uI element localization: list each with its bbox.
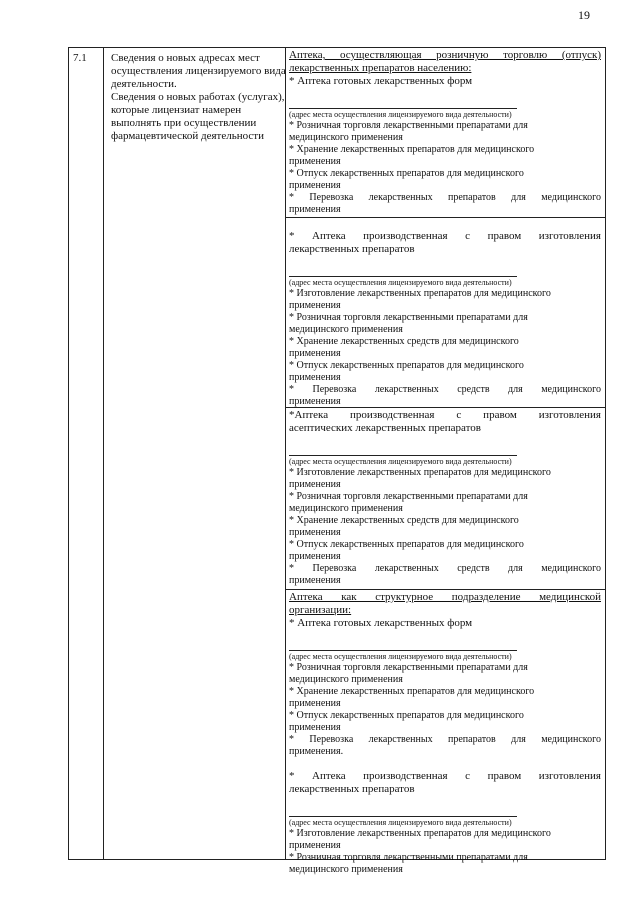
retail-pharmacy-section [285, 48, 605, 217]
section-heading: Аптека как структурное подразделение медицинской [289, 591, 601, 603]
address-blank-line [289, 640, 517, 651]
aseptic-pharmacy-section [285, 407, 605, 589]
work-item: медицинского применения [289, 864, 403, 875]
row-number: 7.1 [73, 52, 87, 64]
work-item: * Хранение лекарственных средств для медицинского [289, 515, 519, 526]
work-item: * Изготовление лекарственных препаратов для медицинского [289, 467, 551, 478]
work-item: применения [289, 840, 341, 851]
work-item: медицинского применения [289, 674, 403, 685]
work-item: * Отпуск лекарственных препаратов для медицинского [289, 710, 524, 721]
address-hint: (адрес места осуществления лицензируемого вида деятельности) [289, 818, 512, 827]
work-item: * Перевозка лекарственных средств для медицинского [289, 384, 601, 395]
address-blank-line [289, 98, 517, 109]
work-item: применения [289, 722, 341, 733]
address-blank-line [289, 445, 517, 456]
work-item: применения [289, 204, 341, 215]
work-item: * Хранение лекарственных средств для медицинского [289, 336, 519, 347]
work-item: * Отпуск лекарственных препаратов для медицинского [289, 168, 524, 179]
section-heading: *Аптека производственная с правом изготовления [289, 409, 601, 421]
column-divider [103, 48, 104, 859]
pharmacy-type: * Аптека готовых лекарственных форм [289, 617, 473, 629]
work-item: * Розничная торговля лекарственными препаратами для [289, 491, 528, 502]
address-hint: (адрес места осуществления лицензируемого вида деятельности) [289, 652, 512, 661]
work-item: применения [289, 551, 341, 562]
work-item: медицинского применения [289, 132, 403, 143]
row-description [111, 52, 287, 143]
work-item: применения [289, 372, 341, 383]
work-item: медицинского применения [289, 324, 403, 335]
work-item: применения [289, 156, 341, 167]
address-hint: (адрес места осуществления лицензируемого вида деятельности) [289, 457, 512, 466]
section-heading: лекарственных препаратов [289, 783, 415, 795]
work-item: применения [289, 575, 341, 586]
address-hint: (адрес места осуществления лицензируемого вида деятельности) [289, 110, 512, 119]
work-item: применения [289, 348, 341, 359]
licensing-table [68, 47, 606, 875]
work-item: * Перевозка лекарственных препаратов для медицинского [289, 192, 601, 203]
work-item: применения [289, 300, 341, 311]
work-item: применения [289, 527, 341, 538]
work-item: * Розничная торговля лекарственными препаратами для [289, 312, 528, 323]
pharmacy-type: * Аптека готовых лекарственных форм [289, 75, 473, 87]
production-pharmacy-section [285, 217, 605, 407]
work-item: * Изготовление лекарственных препаратов для медицинского [289, 288, 551, 299]
work-item: * Хранение лекарственных препаратов для медицинского [289, 144, 535, 155]
work-item: применения [289, 479, 341, 490]
work-item: * Хранение лекарственных препаратов для медицинского [289, 686, 535, 697]
work-item: * Отпуск лекарственных препаратов для медицинского [289, 539, 524, 550]
address-hint: (адрес места осуществления лицензируемого вида деятельности) [289, 278, 512, 287]
work-item: * Перевозка лекарственных препаратов для медицинского [289, 734, 601, 745]
page-number: 19 [578, 8, 590, 22]
description-addresses: Сведения о новых адресах мест осуществления лицензируемого вида деятельности. [111, 52, 286, 90]
work-item: * Отпуск лекарственных препаратов для медицинского [289, 360, 524, 371]
address-blank-line [289, 806, 517, 817]
medical-org-pharmacy-section [285, 589, 605, 875]
work-item: * Розничная торговля лекарственными препаратами для [289, 662, 528, 673]
section-heading: * Аптека производственная с правом изготовления [289, 770, 601, 782]
section-heading: лекарственных препаратов населению: [289, 62, 472, 74]
section-heading: асептических лекарственных препаратов [289, 422, 481, 434]
section-heading: организации: [289, 604, 352, 616]
work-item: применения [289, 180, 341, 191]
row-details [285, 48, 605, 875]
work-item: применения [289, 396, 341, 407]
work-item: * Розничная торговля лекарственными препаратами для [289, 852, 528, 863]
section-heading: лекарственных препаратов [289, 243, 415, 255]
address-blank-line [289, 266, 517, 277]
work-item: * Изготовление лекарственных препаратов для медицинского [289, 828, 551, 839]
work-item: применения [289, 698, 341, 709]
section-heading: Аптека, осуществляющая розничную торговлю (отпуск) [289, 49, 601, 61]
description-services: Сведения о новых работах (услугах), которые лицензиат намерен выполнять при осуществлении фармацевтической деятельности [111, 91, 285, 142]
work-item: медицинского применения [289, 503, 403, 514]
section-heading: * Аптека производственная с правом изготовления [289, 230, 601, 242]
work-item: применения. [289, 746, 344, 757]
work-item: * Перевозка лекарственных средств для медицинского [289, 563, 601, 574]
work-item: * Розничная торговля лекарственными препаратами для [289, 120, 528, 131]
